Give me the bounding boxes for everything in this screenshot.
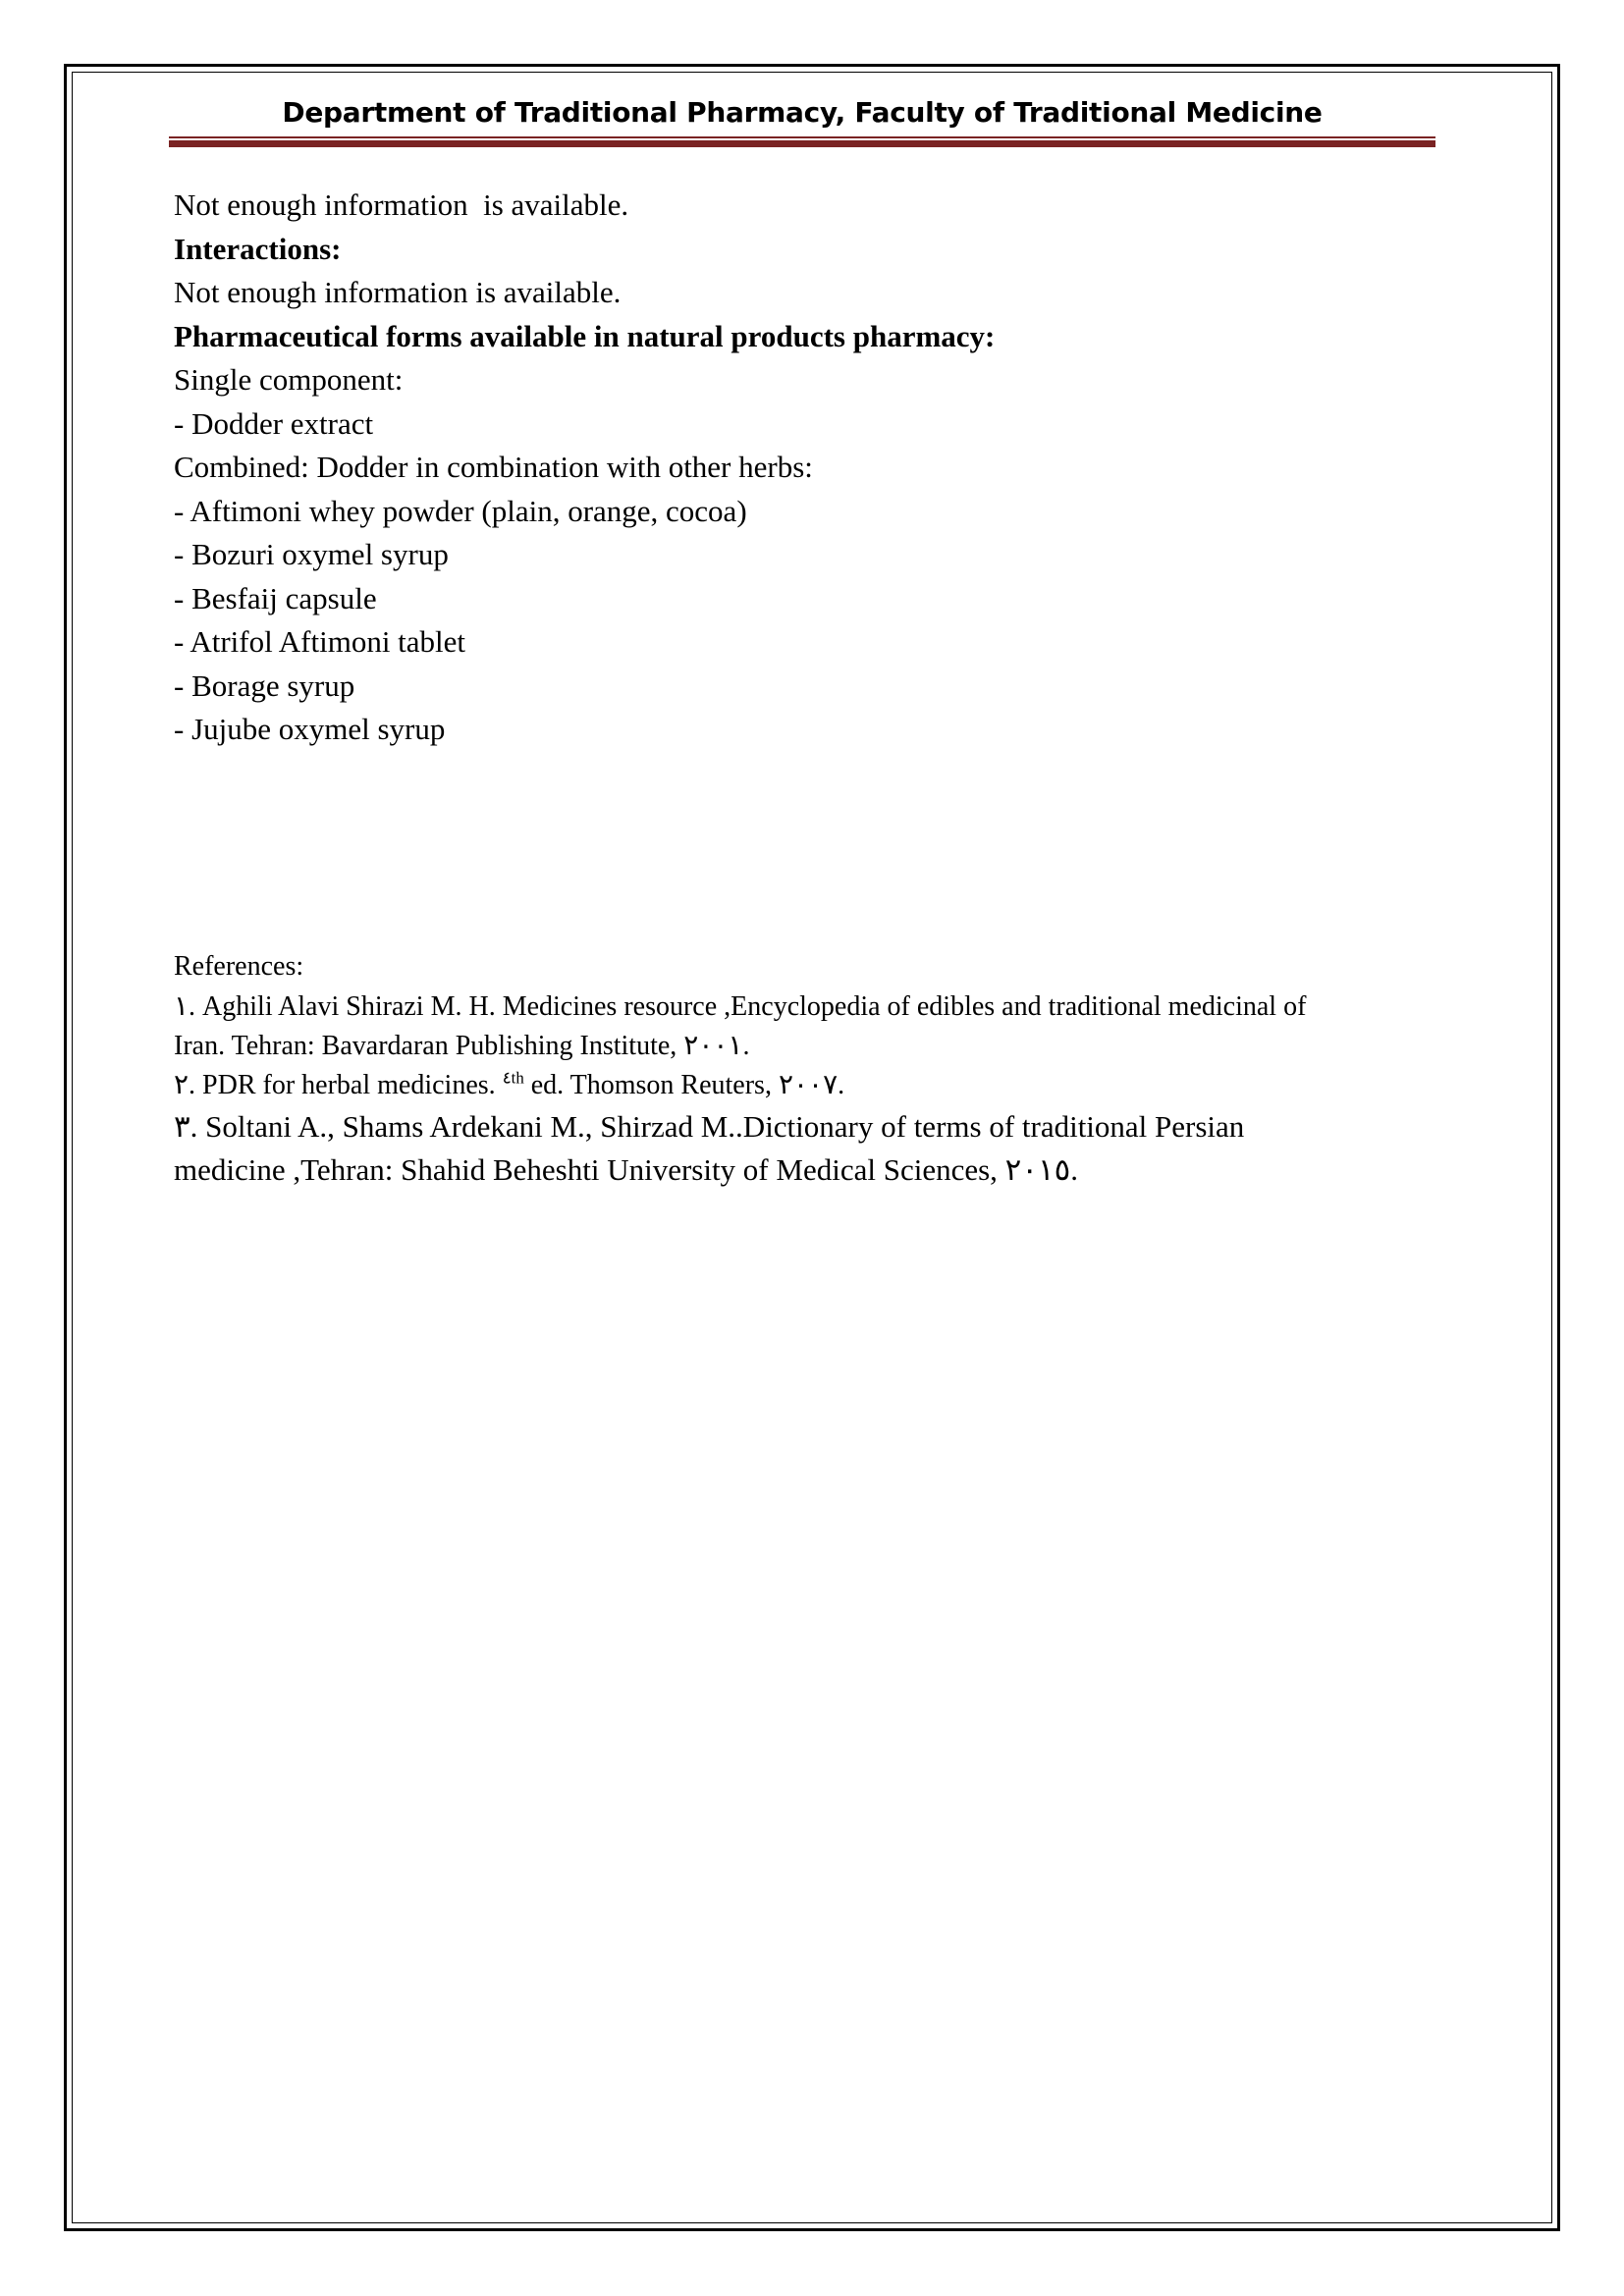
list-item: - Dodder extract — [174, 405, 374, 441]
list-item: - Besfaij capsule — [174, 580, 377, 615]
reference-2 — [174, 1066, 1450, 1105]
list-item: - Atrifol Aftimoni tablet — [174, 624, 466, 659]
single-component-label: Single component: — [174, 362, 404, 397]
interactions-text: Not enough information is available. — [174, 275, 622, 309]
interactions-heading: Interactions: — [174, 231, 342, 266]
reference-2-superscript: ٤th — [502, 1068, 524, 1088]
header-rule-thick — [169, 140, 1435, 147]
header-rule-thin — [169, 136, 1435, 138]
combined-label: Combined: Dodder in combination with other herbs: — [174, 450, 813, 484]
main-content — [174, 184, 1440, 752]
reference-2-text-end: ed. Thomson Reuters, ٢٠٠٧. — [523, 1070, 845, 1100]
reference-3-line-2: medicine ,Tehran: Shahid Beheshti University of Medical Sciences, ٢٠١٥. — [174, 1152, 1079, 1187]
references-heading: References: — [174, 951, 304, 982]
reference-3-line-1: ٣. Soltani A., Shams Ardekani M., Shirzad M..Dictionary of terms of traditional Persian — [174, 1109, 1245, 1144]
page-header: Department of Traditional Pharmacy, Faculty of Traditional Medicine — [282, 96, 1323, 129]
forms-heading: Pharmaceutical forms available in natural products pharmacy: — [174, 318, 996, 353]
info-line: Not enough information is available. — [174, 187, 629, 222]
list-item: - Jujube oxymel syrup — [174, 712, 446, 746]
list-item: - Borage syrup — [174, 667, 355, 703]
reference-2-text: ٢. PDR for herbal medicines. — [174, 1070, 503, 1100]
reference-1-line-1: ١. Aghili Alavi Shirazi M. H. Medicines resource ,Encyclopedia of edibles and traditional medicinal of — [174, 991, 1307, 1022]
reference-1-line-2: Iran. Tehran: Bavardaran Publishing Institute, ٢٠٠١. — [174, 1031, 750, 1061]
list-item: - Aftimoni whey powder (plain, orange, cocoa) — [174, 493, 747, 528]
list-item: - Bozuri oxymel syrup — [174, 537, 449, 571]
references-section — [174, 946, 1450, 1192]
